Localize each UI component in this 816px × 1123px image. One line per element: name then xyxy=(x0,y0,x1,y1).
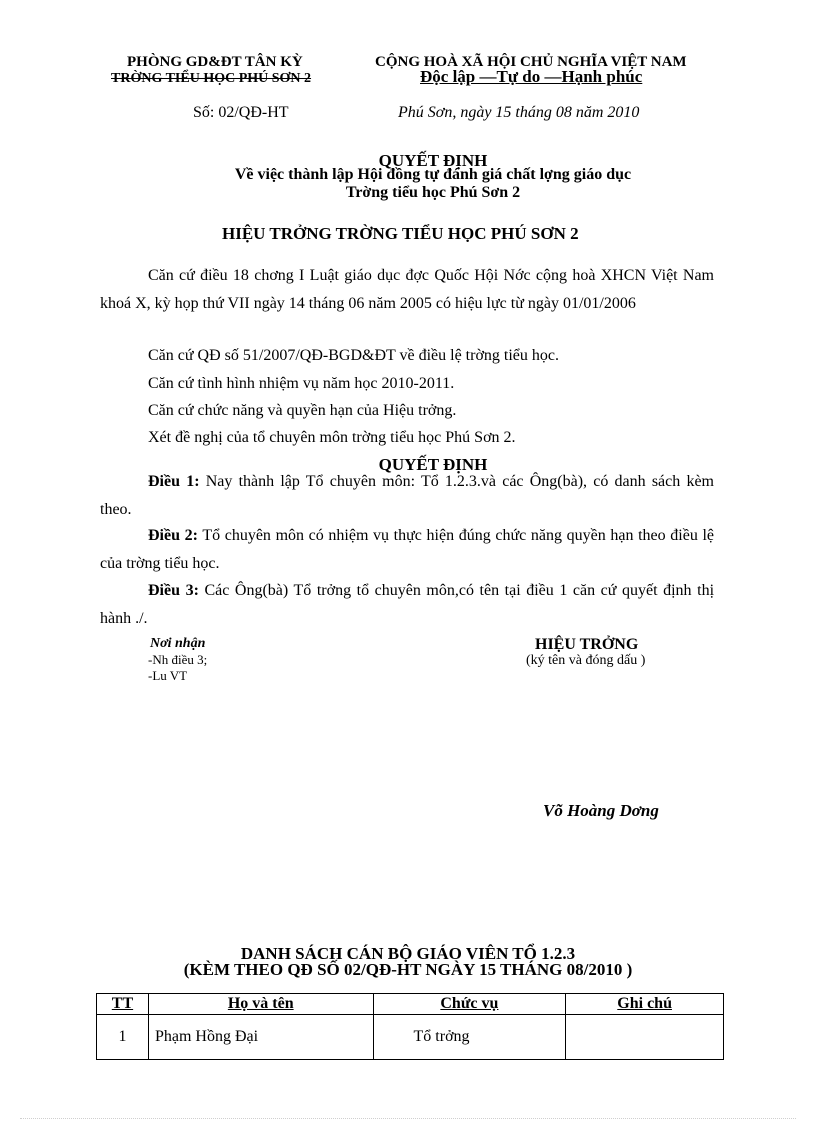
issuing-authority: HIỆU TRỞNG TRỜNG TIỂU HỌC PHÚ SƠN 2 xyxy=(222,224,579,243)
document-date: Phú Sơn, ngày 15 tháng 08 năm 2010 xyxy=(398,104,640,121)
nation-name: CỘNG HOÀ XÃ HỘI CHỦ NGHĨA VIỆT NAM xyxy=(375,54,687,70)
recipient-2: -Lu VT xyxy=(148,668,188,683)
signature-note: (ký tên và đóng dấu ) xyxy=(526,653,646,668)
staff-table xyxy=(96,993,724,1060)
article-1-label: Điều 1: xyxy=(148,473,200,490)
signer-name: Võ Hoàng Dơng xyxy=(543,801,659,820)
document-subject: Về việc thành lập Hội đồng tự đánh giá chất lợng giáo dục xyxy=(234,166,632,183)
article-3-label: Điều 3: xyxy=(148,582,199,599)
list-title: DANH SÁCH CÁN BỘ GIÁO VIÊN TỔ 1.2.3 xyxy=(240,944,576,963)
basis-authority: Căn cứ chức năng và quyền hạn của Hiệu trởng. xyxy=(148,402,457,419)
signer-title: HIỆU TRỞNG xyxy=(535,636,639,653)
article-3-text: Các Ông(bà) Tổ trởng tổ chuyên môn,có tên tại điều 1 căn cứ quyết định thị hành ./. xyxy=(100,582,715,627)
row-position: Tổ trởng xyxy=(373,1015,566,1060)
article-3 xyxy=(100,577,714,633)
basis-regulation: Căn cứ QĐ số 51/2007/QĐ-BGD&ĐT về điều lệ trờng tiểu học. xyxy=(148,347,559,364)
document-subject-school: Trờng tiểu học Phú Sơn 2 xyxy=(345,184,521,201)
page-bottom-divider xyxy=(20,1118,796,1119)
column-header-note: Ghi chú xyxy=(566,994,724,1015)
article-1 xyxy=(100,468,714,524)
basis-proposal: Xét đề nghị của tổ chuyên môn trờng tiểu học Phú Sơn 2. xyxy=(148,429,516,446)
department-name: PHÒNG GD&ĐT TÂN KỲ xyxy=(127,54,303,70)
basis-situation: Căn cứ tình hình nhiệm vụ năm học 2010-2011. xyxy=(148,375,455,392)
table-row xyxy=(97,1015,724,1060)
decision-heading: QUYẾT ĐỊNH xyxy=(378,455,488,474)
national-motto: Độc lập —Tự do —Hạnh phúc xyxy=(420,67,643,86)
table-header-row xyxy=(97,994,724,1015)
document-number: Số: 02/QĐ-HT xyxy=(193,104,289,121)
row-note xyxy=(566,1015,724,1060)
article-2 xyxy=(100,522,714,578)
column-header-tt: TT xyxy=(97,994,149,1015)
list-subtitle: (KÈM THEO QĐ SỐ 02/QĐ-HT NGÀY 15 THÁNG 08/2010 ) xyxy=(183,960,633,979)
article-1-text: Nay thành lập Tổ chuyên môn: Tổ 1.2.3.và các Ông(bà), có danh sách kèm theo. xyxy=(100,473,714,518)
recipient-1: -Nh điều 3; xyxy=(148,652,208,667)
recipients-label: Nơi nhận xyxy=(150,636,206,651)
school-name: TRỜNG TIỂU HỌC PHÚ SƠN 2 xyxy=(111,71,312,86)
basis-law: Căn cứ điều 18 chơng I Luật giáo dục đợc Quốc Hội Nớc cộng hoà XHCN Việt Nam khoá X, kỳ họp thứ VII ngày 14 tháng 06 năm 2005 có hiệu lực từ ngày 01/01/2006 xyxy=(100,267,714,312)
article-2-text: Tổ chuyên môn có nhiệm vụ thực hiện đúng chức năng quyền hạn theo điều lệ của trờng tiểu học. xyxy=(100,527,715,572)
row-name: Phạm Hồng Đại xyxy=(148,1015,373,1060)
row-tt: 1 xyxy=(97,1015,149,1060)
article-2-label: Điều 2: xyxy=(148,527,198,544)
column-header-position: Chức vụ xyxy=(373,994,566,1015)
document-title: QUYẾT ĐỊNH xyxy=(378,151,488,170)
column-header-name: Họ và tên xyxy=(148,994,373,1015)
